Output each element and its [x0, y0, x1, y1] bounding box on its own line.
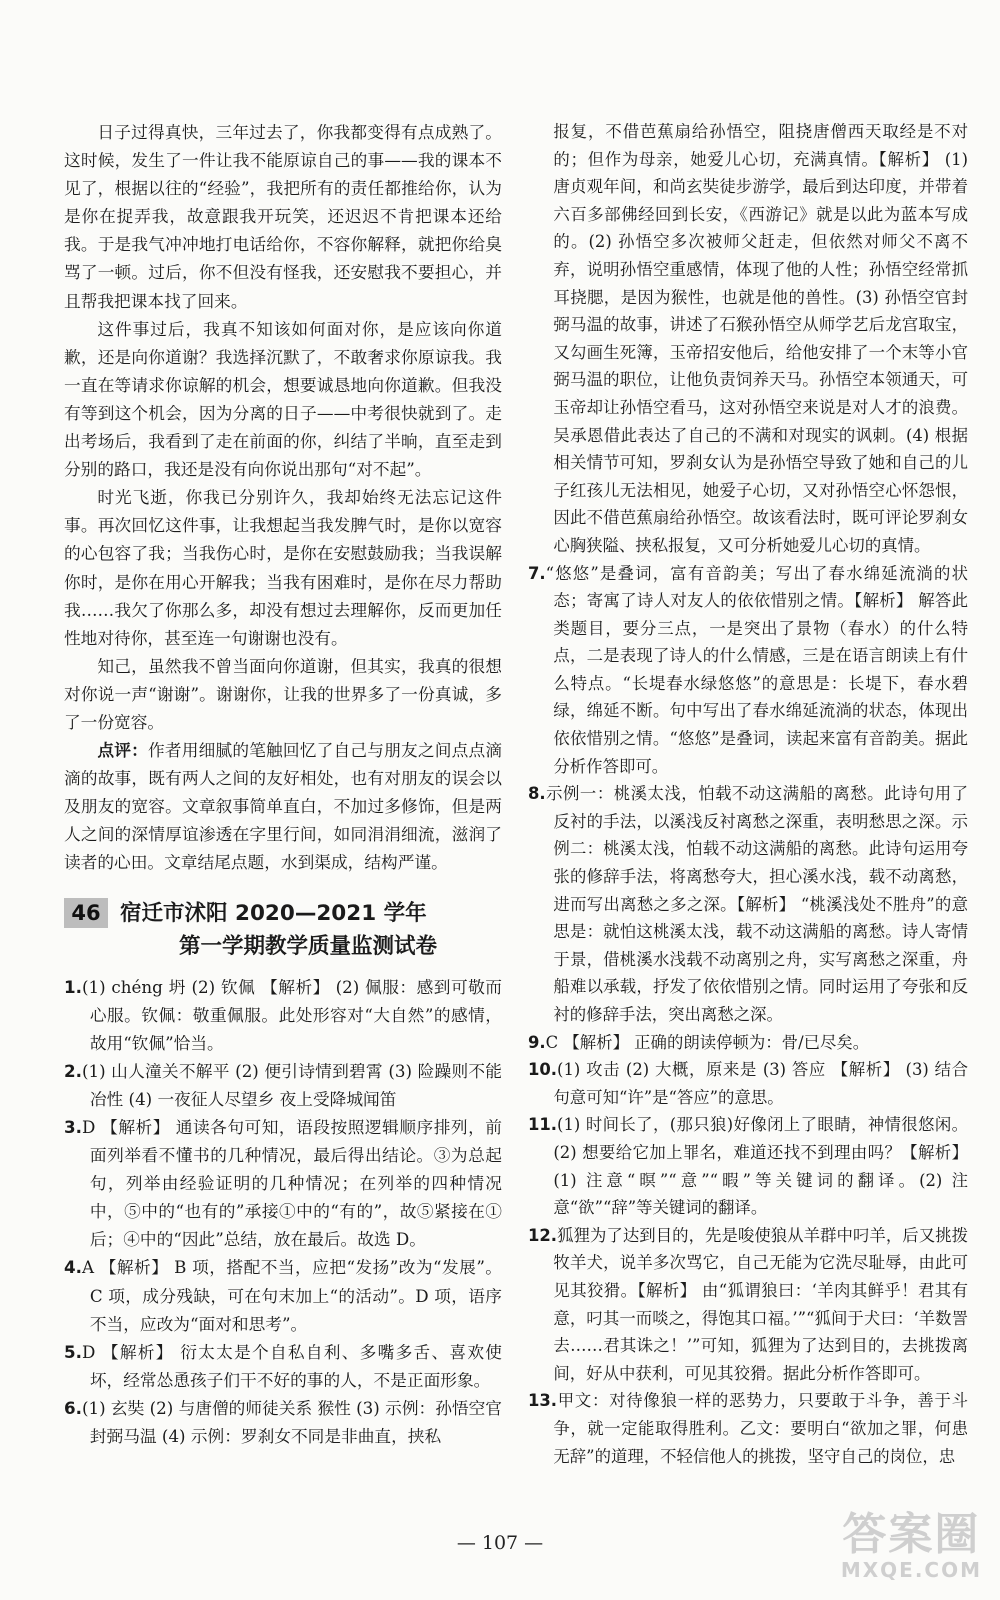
answer-number: 4. — [64, 1257, 82, 1278]
answer-number: 2. — [64, 1060, 82, 1081]
answer-text: 示例一：桃溪太浅，怕载不动这满船的离愁。此诗句用了反衬的手法，以溪浅反衬离愁之深重，表明愁思之深。示例二：桃溪太浅，怕载不动这满船的离愁。此诗句运用夸张的修辞手法，将离愁夸大，担心溪水浅，载不动离愁，进而写出离愁之多之深。【解析】 “桃溪浅处不胜舟”的意思是：就怕这桃溪太浅，载不动这满船的离愁。诗人寄情于景，借桃溪水浅载不动离别之舟，实写离愁之深重，舟船难以承载，抒发了依依惜别之情。同时运用了夸张和反衬的修辞手法，突出离愁之深。 — [545, 784, 968, 1024]
essay-paragraph: 这件事过后，我真不知该如何面对你，是应该向你道歉，还是向你道谢？我选择沉默了，不敢奢求你原谅我。我一直在等请求你谅解的机会，想要诚恳地向你道歉。但我没有等到这个机会，因为分离的日子——中考很快就到了。走出考场后，我看到了走在前面的你，纠结了半晌，直至走到分别的路口，我还是没有向你说出那句“对不起”。 — [64, 318, 502, 480]
answer-text: (1) chéng 坍 (2) 钦佩 【解析】 (2) 佩服：感到可敬而心服。钦佩：敬重佩服。此处形容对“大自然”的感情，故用“钦佩”恰当。 — [81, 976, 502, 1053]
answer-number: 11. — [528, 1115, 558, 1135]
essay-paragraph: 日子过得真快，三年过去了，你我都变得有点成熟了。这时候，发生了一件让我不能原谅自己的事——我的课本不见了，根据以往的“经验”，我把所有的责任都推给你，认为是你在捉弄我，故意跟我开玩笑，还迟迟不肯把课本还给我。于是我气冲冲地打电话给你，不容你解释，就把你给臭骂了一顿。过后，你不但没有怪我，还安慰我不要担心，并且帮我把课本找了回来。 — [64, 122, 502, 311]
answer-number: 1. — [64, 976, 82, 997]
answer-item — [64, 1394, 502, 1450]
left-column — [64, 118, 502, 1450]
answer-number: 6. — [64, 1397, 82, 1418]
right-column — [528, 118, 968, 1470]
watermark-logo-text: 答案圈 — [842, 1509, 981, 1560]
answer-number: 10. — [528, 1060, 558, 1080]
comment-text: 作者用细腻的笔触回忆了自己与朋友之间点点滴滴的故事，既有两人之间的友好相处，也有对朋友的误会以及朋友的宽容。文章叙事简单直白，不加过多修饰，但是两人之间的深情厚谊渗透在字里行间，如同涓涓细流，滋润了读者的心田。文章结尾点题，水到渠成，结构严谨。 — [64, 740, 503, 873]
answer-item — [528, 1222, 968, 1388]
answer-text: D 【解析】 通读各句可知，语段按照逻辑顺序排列，前面列举看不懂书的几种情况，最后得出结论。③为总起句，列举由经验证明的几种情况；在列举的四种情况中，⑤中的“也有的”承接①中的“有的”，故⑤紧接在①后；④中的“因此”总结，放在最后。故选 D。 — [81, 1117, 502, 1250]
answer-number: 8. — [528, 784, 546, 804]
answer-number: 5. — [64, 1341, 82, 1362]
answer-item — [528, 1029, 968, 1057]
answer-text: A 【解析】 B 项，搭配不当，应把“发扬”改为“发展”。C 项，成分残缺，可在句末加上“的活动”。D 项，语序不当，应改为“面对和思考”。 — [81, 1257, 502, 1334]
answer-item — [64, 1338, 502, 1394]
answer-item — [528, 560, 968, 781]
page-number: — 107 — — [456, 1532, 544, 1554]
comment-paragraph — [64, 736, 502, 876]
answer-number: 9. — [528, 1032, 546, 1052]
answer-item — [64, 1113, 502, 1253]
answer-number: 13. — [528, 1391, 558, 1411]
answer-item — [64, 973, 502, 1057]
answer-text: (1) 山人潼关不解平 (2) 便引诗情到碧霄 (3) 险躁则不能冶性 (4) 一夜征人尽望乡 夜上受降城闻笛 — [81, 1060, 502, 1109]
answer-item — [64, 1253, 502, 1337]
answer-item — [64, 1057, 502, 1113]
watermark-logo — [840, 1509, 982, 1582]
essay-paragraph: 时光飞逝，你我已分别许久，我却始终无法忘记这件事。再次回忆这件事，让我想起当我发脾气时，是你以宽容的心包容了我；当我伤心时，是你在安慰鼓励我；当我误解你时，是你在用心开解我；当我有困难时，是你在尽力帮助我……我欠了你那么多，却没有想过去理解你，反而更加任性地对待你，甚至连一句谢谢也没有。 — [64, 487, 502, 648]
answer-item — [528, 1111, 968, 1221]
answer-text: (1) 时间长了，(那只狼)好像闭上了眼睛，神情很悠闲。(2) 想要给它加上罪名，难道还找不到理由吗？【解析】 (1) 注意“暝”“意”“暇”等关键词的翻译。(2) 注意“欲”“辞”等关键词的翻译。 — [553, 1115, 968, 1218]
answer-text: (1) 玄奘 (2) 与唐僧的师徒关系 猴性 (3) 示例：孙悟空官封弼马温 (4) 示例：罗刹女不同是非曲直，挟私 — [81, 1397, 502, 1447]
essay-paragraph: 知己，虽然我不曾当面向你道谢，但其实，我真的很想对你说一声“谢谢”。谢谢你，让我的世界多了一份真诚，多了一份宽容。 — [64, 655, 502, 732]
section-title-line2: 第一学期教学质量监测试卷 — [178, 933, 437, 959]
section-title-line1: 宿迁市沭阳 2020—2021 学年 — [120, 900, 427, 926]
answer-number: 7. — [528, 563, 546, 583]
answer-text: (1) 攻击 (2) 大概，原来是 (3) 答应 【解析】 (3) 结合句意可知“许”是“答应”的意思。 — [553, 1060, 968, 1107]
answer-text: 狐狸为了达到目的，先是唆使狼从羊群中叼羊，后又挑拨牧羊犬，说羊多次骂它，自己无能为它洗尽耻辱，由此可见其狡猾。【解析】 由“狐谓狼曰：‘羊肉其鲜乎！君其有意，叼其一而啖之，得饱其口福。’”“狐间于犬曰：‘羊数詈去……君其诛之！’”可知，狐狸为了达到目的，去挑拨离间，好从中获利，可见其狡猾。据此分析作答即可。 — [553, 1225, 968, 1383]
answer-text: 甲文：对待像狼一样的恶势力，只要敢于斗争，善于斗争，就一定能取得胜利。乙文：要明白“欲加之罪，何患无辞”的道理，不轻信他人的挑拨，坚守自己的岗位，忠 — [553, 1391, 968, 1466]
answer-number: 3. — [64, 1117, 82, 1137]
answer-number: 12. — [528, 1225, 558, 1245]
answer-text: “悠悠”是叠词，富有音韵美；写出了春水绵延流淌的状态；寄寓了诗人对友人的依依惜别之情。【解析】 解答此类题目，要分三点，一是突出了景物（春水）的什么特点，二是表现了诗人的什么情感，三是在语言朗读上有什么特点。“长堤春水绿悠悠”的意思是：长堤下，春水碧绿，绵延不断。句中写出了春水绵延流淌的状态，体现出依依惜别之情。“悠悠”是叠词，读起来富有音韵美。据此分析作答即可。 — [545, 563, 968, 776]
section-heading — [64, 897, 502, 963]
answer-text: D 【解析】 衍太太是个自私自利、多嘴多舌、喜欢使坏，经常怂恿孩子们干不好的事的人，不是正面形象。 — [81, 1341, 502, 1390]
comment-label: 点评： — [97, 740, 148, 761]
answer-item — [528, 1056, 968, 1111]
answer-item — [528, 780, 968, 1028]
watermark-url: MXQE.COM — [840, 1558, 982, 1582]
answer-text: C 【解析】 正确的朗读停顿为：骨/已尽矣。 — [545, 1032, 870, 1052]
answer-item — [528, 1387, 968, 1470]
section-number-badge: 46 — [64, 898, 108, 928]
answer-continuation: 报复，不借芭蕉扇给孙悟空，阻挠唐僧西天取经是不对的；但作为母亲，她爱儿心切，充满真情。【解析】 (1) 唐贞观年间，和尚玄奘徒步游学，最后到达印度，并带着六百多部佛经回到长安，《西游记》就是以此为蓝本写成的。(2) 孙悟空多次被师父赶走，但依然对师父不离不弃，说明孙悟空重感情，体现了他的人性；孙悟空经常抓耳挠腮，是因为猴性，也就是他的兽性。(3) 孙悟空官封弼马温的故事，讲述了石猴孙悟空从师学艺后龙宫取宝，又勾画生死簿，玉帝招安他后，给他安排了一个末等小官弼马温的职位，让他负责饲养天马。孙悟空本领通天，可玉帝却让孙悟空看马，这对孙悟空来说是对人才的浪费。吴承恩借此表达了自己的不满和对现实的讽刺。(4) 根据相关情节可知，罗刹女认为是孙悟空导致了她和自己的儿子红孩儿无法相见，她爱子心切，又对孙悟空心怀怨恨，因此不借芭蕉扇给孙悟空。故该看法时，既可评论罗刹女心胸狭隘、挟私报复，又可分析她爱儿心切的真情。 — [553, 122, 968, 555]
